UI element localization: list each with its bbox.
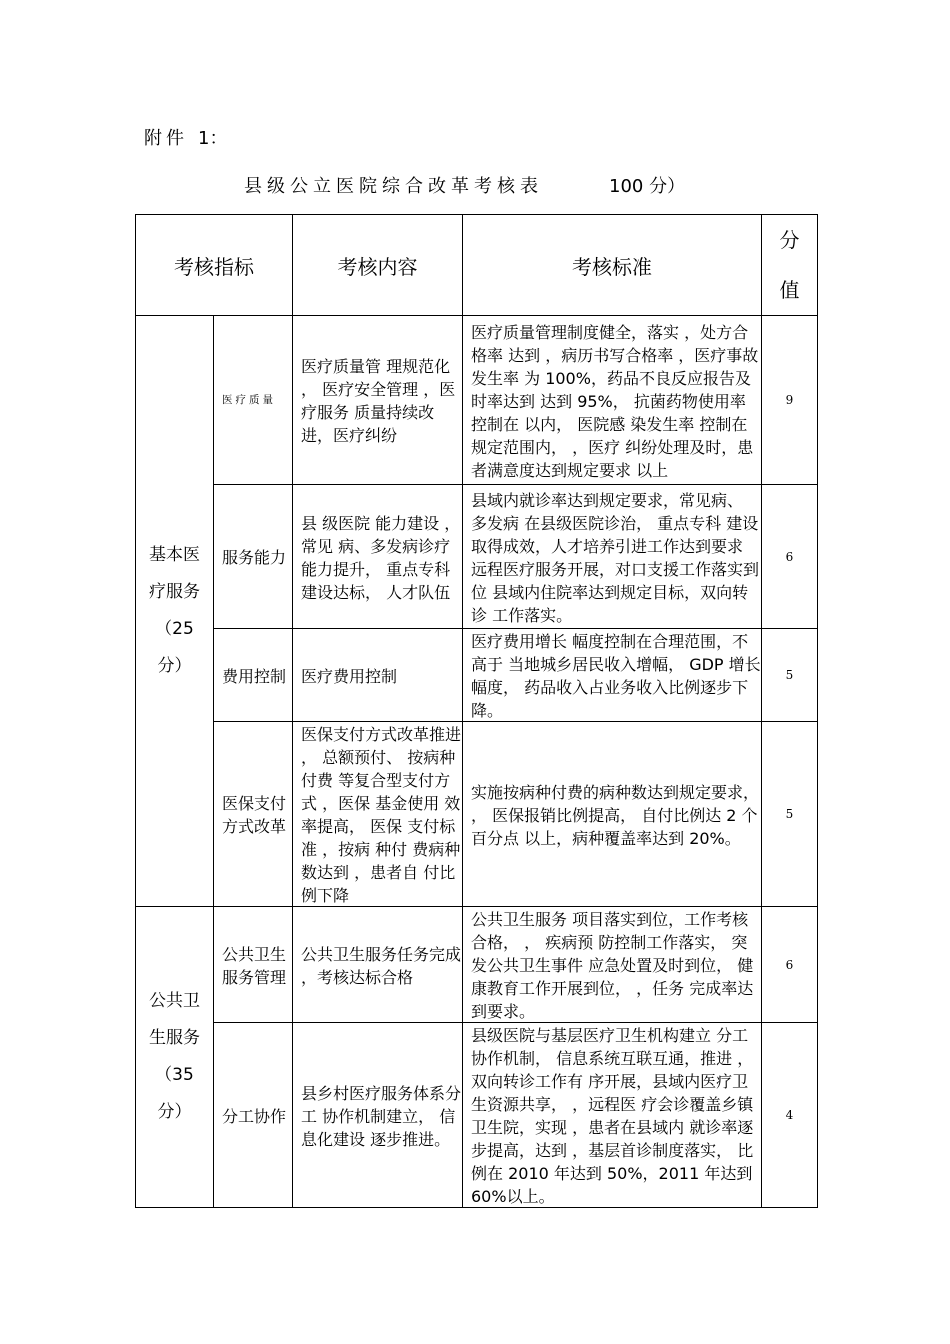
score-cell: 5 (762, 629, 818, 722)
content-text: 逐步推进。 (370, 1129, 451, 1149)
score-header-char-2: 值 (779, 278, 800, 302)
category-text: 分） (157, 656, 192, 676)
attachment-label: 附件 (144, 128, 188, 149)
content-text: 协作机制建立， 信息化建设 (301, 1106, 456, 1149)
content-text: 重点专科建设达标， (301, 559, 451, 602)
score-cell: 6 (762, 907, 818, 1023)
standard-text: 建设取得成效，人才培养引进工作达到要求 (471, 513, 759, 556)
content-cell (293, 629, 463, 722)
sub-indicator-text: 服务能力 (222, 548, 287, 567)
standard-text: 医保报销比例提高， 自付比例达 2 个百分点 (471, 805, 758, 848)
content-text: 质量持续改进，医疗纠纷 (301, 403, 435, 445)
sub-indicator (214, 316, 293, 485)
score-cell: 9 (762, 316, 818, 485)
column-header-indicator: 考核指标 (136, 215, 293, 316)
content-text: 县 级医院 能力建设 ，常见 (301, 513, 461, 556)
standard-text: 达到 ，病历书写合格率 ，医疗事故发生率 (471, 345, 759, 388)
content-cell (293, 316, 463, 485)
content-cell (293, 722, 463, 907)
category-text: 分） (157, 1102, 192, 1122)
score-header-char-1: 分 (779, 228, 800, 252)
standard-text: 当地城乡居民收入增幅， GDP 增长幅度， (471, 655, 761, 697)
table-row (136, 722, 818, 907)
table-row (136, 907, 818, 1023)
standard-text: 就诊率逐步提高，达到 ，基层首诊制度落实， (471, 1118, 754, 1160)
content-text: 付比例下降 (301, 863, 456, 905)
standard-text: 县域内住院率达到规定目标，双向转诊 (471, 582, 749, 625)
sub-indicator (214, 907, 293, 1023)
column-header-score (762, 215, 818, 316)
table-row (136, 629, 818, 722)
content-text: 县乡村医疗服务体系分工 (301, 1083, 462, 1126)
category-public-health (136, 907, 214, 1208)
content-cell (293, 907, 463, 1023)
standard-text: 实施按病种付费的病种数达到规定要求， ， (471, 782, 760, 825)
table-header-row (136, 215, 818, 316)
table-row (136, 1023, 818, 1208)
content-text: 费病种数达到 ，患者自 (301, 840, 461, 882)
standard-text: 信息系统互联互通，推进 ，双向转诊工作有 (471, 1049, 754, 1091)
category-text: （25 (155, 619, 194, 639)
standard-text: 为 100%，药品不良反应报告及时率达到 (471, 368, 751, 411)
standard-text: 序开展，县域内医疗卫生资源共享， ，远程医 (471, 1072, 749, 1114)
content-cell (293, 1023, 463, 1208)
content-text: 医疗质量管 理规范化 ， (301, 357, 451, 399)
page-title: 县级公立医院综合改革考核表 (244, 176, 543, 197)
table-row (136, 316, 818, 485)
standard-text: 以上 (636, 460, 669, 480)
standard-text: 县域内就诊率达到规定要求，常见病、 (471, 490, 744, 510)
sub-indicator (214, 722, 293, 907)
category-text: （35 (155, 1065, 194, 1085)
standard-text: 公共卫生服务 项目落实到位，工作考核合格， ， (471, 910, 749, 952)
column-header-content: 考核内容 (293, 215, 463, 316)
category-text: 生服务 (149, 1028, 200, 1048)
sub-indicator-text: 费用控制 (222, 666, 287, 686)
content-text: 医疗费用控制 (301, 666, 398, 686)
content-text: 公共卫生服务任务完成 (301, 944, 462, 964)
column-header-standard: 考核标准 (463, 215, 762, 316)
standard-text: 疾病预 防控制工作落实， 突发公共卫生事件 (471, 933, 748, 975)
category-basic-medical (136, 316, 214, 907)
standard-cell (463, 629, 762, 722)
content-text: 总额预付、 按病种付费 (301, 748, 456, 790)
standard-text: 县级医院与基层医疗卫生机构建立 分工协作机制， (471, 1026, 749, 1068)
content-text: ，考核达标合格 (301, 967, 414, 987)
sub-indicator-text: 医保支付 (222, 794, 287, 813)
table-row (136, 485, 818, 629)
content-text: 医保支付方式改革推进 ， (301, 725, 462, 767)
standard-cell (463, 1023, 762, 1208)
content-cell (293, 485, 463, 629)
sub-indicator-text: 服务管理 (222, 967, 287, 987)
content-text: 基金使用 效率提高， (301, 794, 461, 836)
standard-text: 医院感 染发生率 控制在规定范围内， ，医疗 (471, 414, 748, 457)
assessment-table (135, 214, 818, 1208)
standard-text: 远程医疗服务开展，对口支援工作落实到位 (471, 559, 760, 602)
category-text: 公共卫 (149, 991, 200, 1011)
standard-text: 工作落实。 (492, 605, 573, 625)
content-text: 病、多发病诊疗能力提升， (301, 536, 451, 579)
content-text: 医疗安全管理 ，医疗服务 (301, 380, 456, 422)
standard-text: 医疗质量管理制度健全，落实 ，处方合格率 (471, 322, 749, 365)
standard-cell (463, 722, 762, 907)
category-text: 基本医 (149, 545, 200, 565)
attachment-number: 1： (198, 128, 228, 149)
standard-text: 以上，病种覆盖率达到 20%。 (524, 828, 741, 848)
total-score-label: 100 分） (609, 176, 686, 197)
sub-indicator (214, 485, 293, 629)
sub-indicator-text: 医疗质量 (222, 394, 276, 406)
sub-indicator (214, 1023, 293, 1208)
standard-text: 纠纷处理及时，患者满意度达到规定要求 (471, 437, 754, 480)
sub-indicator (214, 629, 293, 722)
category-text: 疗服务 (149, 582, 200, 602)
content-text: 等复合型支付方式 ，医保 (301, 771, 451, 813)
score-cell: 6 (762, 485, 818, 629)
sub-indicator-text: 分工协作 (222, 1106, 287, 1126)
standard-text: 应急处置及时到位， 健康教育工作开展到位， ，任务 (471, 956, 754, 998)
standard-text: 药品收入占业务收入比例逐步下降。 (471, 678, 749, 720)
score-cell: 5 (762, 722, 818, 907)
standard-text: 完成率达到要求。 (471, 979, 754, 1021)
sub-indicator-text: 公共卫生 (222, 944, 287, 964)
standard-cell (463, 485, 762, 629)
score-cell: 4 (762, 1023, 818, 1208)
content-text: 人才队伍 (386, 582, 451, 602)
standard-text: 比例在 2010 年达到 50%，2011 年达到 60%以上。 (471, 1141, 754, 1206)
standard-text: 医疗费用增长 幅度控制在合理范围，不高于 (471, 632, 749, 674)
standard-text: 疗会诊覆盖乡镇卫生院，实现 ，患者在县域内 (471, 1095, 754, 1137)
standard-cell (463, 316, 762, 485)
content-text: 医保 支付标准 ，按病 种付 (301, 817, 456, 859)
standard-text: 达到 95%， 抗菌药物使用率控制在 以内， (471, 391, 746, 434)
standard-cell (463, 907, 762, 1023)
standard-text: 多发病 在县级医院诊治， 重点专科 (471, 513, 722, 533)
sub-indicator-text: 方式改革 (222, 817, 287, 836)
